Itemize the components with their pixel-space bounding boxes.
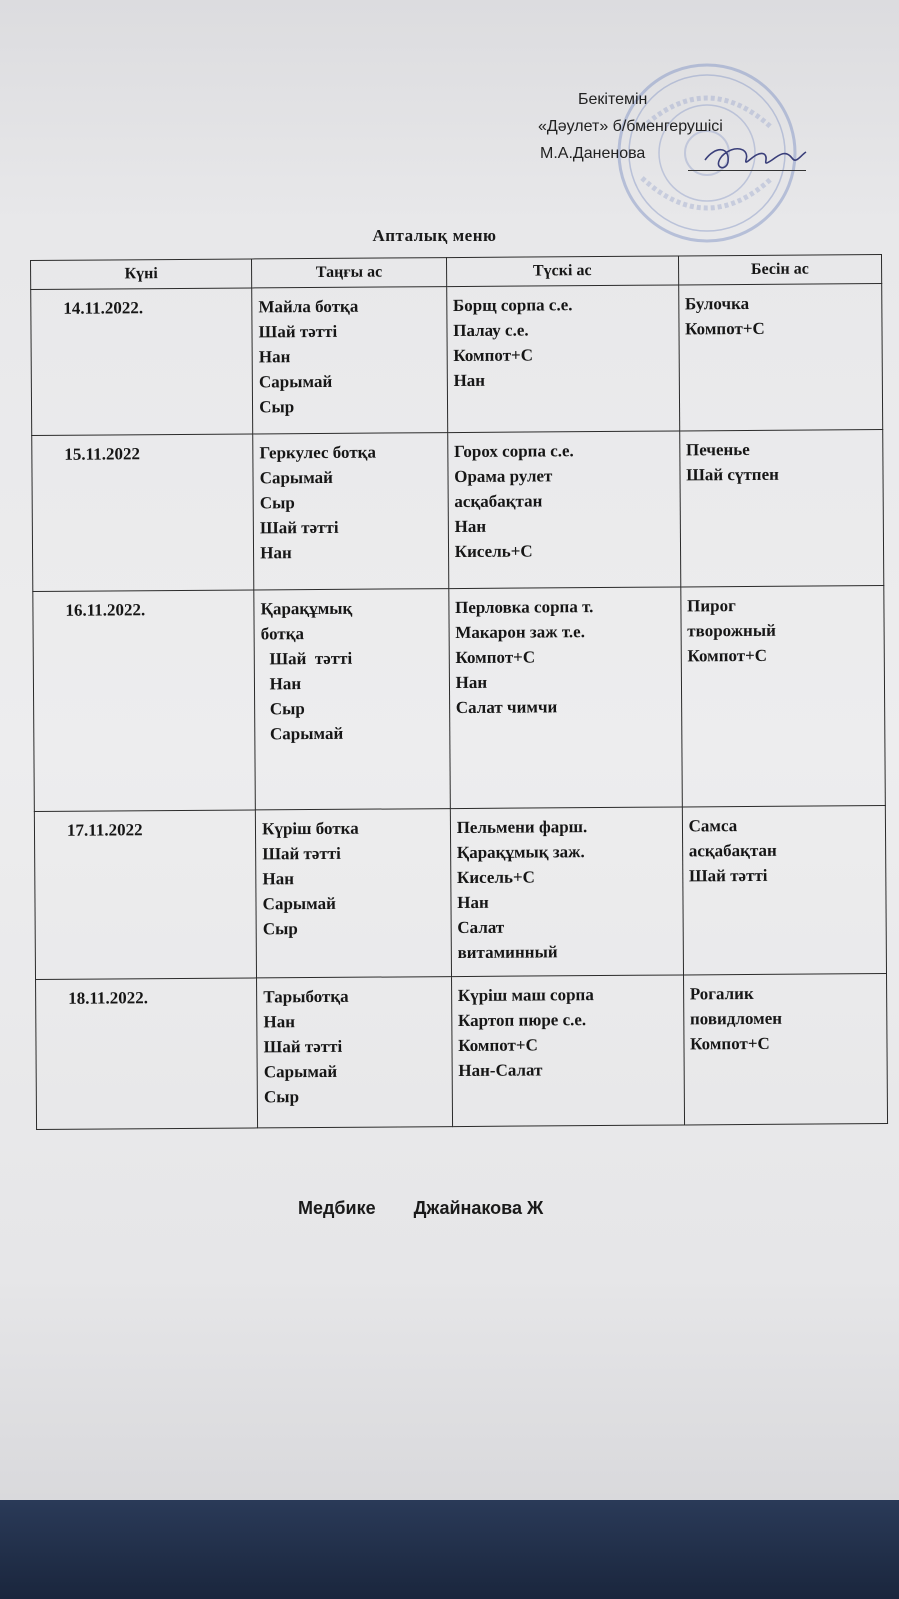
menu-item: Нан bbox=[261, 674, 302, 694]
menu-item: асқабақтан bbox=[688, 840, 777, 861]
menu-item: Картоп пюре с.е. bbox=[457, 1010, 587, 1031]
page-title: Апталық меню bbox=[372, 226, 497, 245]
menu-item: Кисель+С bbox=[454, 541, 533, 562]
signature-line bbox=[688, 170, 806, 171]
table-row bbox=[36, 974, 888, 1130]
breakfast-cell bbox=[254, 589, 450, 810]
menu-item: Орама рулет bbox=[454, 466, 553, 487]
table-row bbox=[32, 430, 884, 592]
menu-item: Нан bbox=[453, 370, 486, 391]
menu-item: ботқа bbox=[260, 624, 305, 644]
snack-cell bbox=[678, 284, 882, 431]
menu-item: Қарақұмық bbox=[260, 598, 353, 619]
menu-item: Компот+С bbox=[690, 1033, 770, 1054]
row-date: 14.11.2022. bbox=[31, 288, 253, 436]
menu-item: Компот+С bbox=[453, 345, 534, 366]
menu-item: Перловка сорпа т. bbox=[455, 597, 594, 618]
header-snack: Бесін ас bbox=[678, 255, 882, 285]
menu-item: Шай тәтті bbox=[259, 517, 339, 538]
menu-item: Нан bbox=[258, 347, 291, 367]
snack-cell bbox=[683, 974, 887, 1125]
row-date: 17.11.2022 bbox=[34, 810, 256, 980]
menu-item: Нан-Салат bbox=[458, 1060, 543, 1081]
snack-cell bbox=[682, 806, 887, 975]
approval-position: «Дәулет» б/бменгерушісі bbox=[538, 118, 723, 135]
menu-item: Булочка bbox=[684, 293, 750, 314]
menu-item: Компот+С bbox=[687, 645, 768, 666]
menu-item: Сыр bbox=[259, 493, 295, 513]
menu-item: Кисель+С bbox=[456, 867, 535, 888]
menu-item: Шай тәтті bbox=[260, 648, 353, 669]
header-lunch: Түскі ас bbox=[446, 256, 678, 287]
menu-item: Салат чимчи bbox=[455, 697, 558, 718]
row-date: 16.11.2022. bbox=[33, 590, 256, 812]
snack-cell bbox=[680, 586, 885, 807]
menu-item: Нан bbox=[260, 543, 292, 563]
menu-item: Нан bbox=[457, 892, 489, 913]
lunch-cell bbox=[446, 285, 679, 433]
menu-item: Сарымай bbox=[262, 893, 336, 914]
menu-item: Шай тәтті bbox=[688, 865, 768, 886]
approval-title: Бекітемін bbox=[578, 91, 648, 108]
menu-item: Печенье bbox=[685, 439, 750, 460]
footer-role: Медбике bbox=[298, 1198, 376, 1218]
menu-item: асқабақтан bbox=[454, 491, 543, 512]
menu-item: Сарымай bbox=[263, 1061, 338, 1082]
table-row bbox=[31, 284, 883, 436]
menu-item: Самса bbox=[688, 816, 738, 836]
menu-item: витаминный bbox=[457, 942, 558, 963]
approval-block bbox=[520, 86, 820, 167]
menu-item: Шай тәтті bbox=[258, 321, 338, 342]
footer-name: Джайнакова Ж bbox=[413, 1198, 544, 1218]
menu-item: Компот+С bbox=[685, 318, 765, 339]
header-day: Күні bbox=[31, 259, 252, 290]
menu-item: Пельмени фарш. bbox=[456, 817, 588, 838]
row-date: 15.11.2022 bbox=[32, 434, 254, 592]
menu-item: Нан bbox=[263, 1012, 296, 1032]
breakfast-cell bbox=[257, 977, 453, 1128]
menu-item: Сарымай bbox=[261, 723, 344, 744]
menu-item: Күріш маш сорпа bbox=[457, 985, 594, 1006]
menu-item: Геркулес ботқа bbox=[259, 442, 376, 463]
menu-item: Пирог bbox=[687, 596, 736, 616]
snack-cell bbox=[679, 430, 883, 587]
footer-signature bbox=[298, 1198, 543, 1219]
menu-item: Борщ сорпа с.е. bbox=[452, 295, 573, 316]
menu-item: Күріш ботка bbox=[262, 818, 359, 839]
menu-item: Нан bbox=[454, 516, 487, 537]
menu-item: Майла ботқа bbox=[258, 296, 359, 317]
menu-item: Шай тәтті bbox=[262, 843, 341, 864]
menu-item: Рогалик bbox=[689, 983, 754, 1004]
table-row bbox=[34, 806, 886, 980]
header-breakfast: Таңғы ас bbox=[252, 258, 447, 288]
menu-item: Сыр bbox=[263, 1087, 300, 1107]
background-surface bbox=[0, 1500, 899, 1599]
menu-item: Сыр bbox=[262, 919, 298, 939]
lunch-cell bbox=[451, 975, 684, 1127]
lunch-cell bbox=[447, 431, 680, 589]
menu-item: Сарымай bbox=[259, 467, 333, 488]
menu-item: Палау с.е. bbox=[453, 320, 529, 341]
menu-item: Горох сорпа с.е. bbox=[453, 441, 574, 462]
menu-item: Компот+С bbox=[458, 1035, 538, 1056]
weekly-menu-table bbox=[30, 254, 888, 1130]
menu-item: Компот+С bbox=[455, 647, 536, 668]
breakfast-cell bbox=[255, 809, 451, 978]
menu-item: Шай сүтпен bbox=[686, 464, 779, 485]
menu-item: творожный bbox=[687, 620, 776, 641]
menu-item: Тарыботқа bbox=[263, 986, 349, 1007]
breakfast-cell bbox=[252, 287, 448, 434]
breakfast-cell bbox=[253, 433, 449, 590]
row-date: 18.11.2022. bbox=[36, 978, 258, 1130]
table-row bbox=[33, 586, 886, 812]
lunch-cell bbox=[450, 807, 683, 977]
menu-item: Нан bbox=[455, 672, 488, 693]
menu-item: повидломен bbox=[689, 1008, 783, 1029]
menu-item: Салат bbox=[457, 917, 505, 938]
approval-name: М.А.Даненова bbox=[540, 145, 646, 162]
menu-item: Нан bbox=[262, 869, 295, 889]
menu-item: Сарымай bbox=[258, 371, 333, 392]
menu-item: Шай тәтті bbox=[263, 1036, 343, 1057]
menu-item: Қарақұмық заж. bbox=[456, 842, 585, 863]
menu-item: Сыр bbox=[259, 397, 295, 417]
menu-item: Сыр bbox=[261, 699, 305, 719]
lunch-cell bbox=[448, 587, 681, 809]
menu-item: Макарон заж т.е. bbox=[455, 622, 585, 643]
